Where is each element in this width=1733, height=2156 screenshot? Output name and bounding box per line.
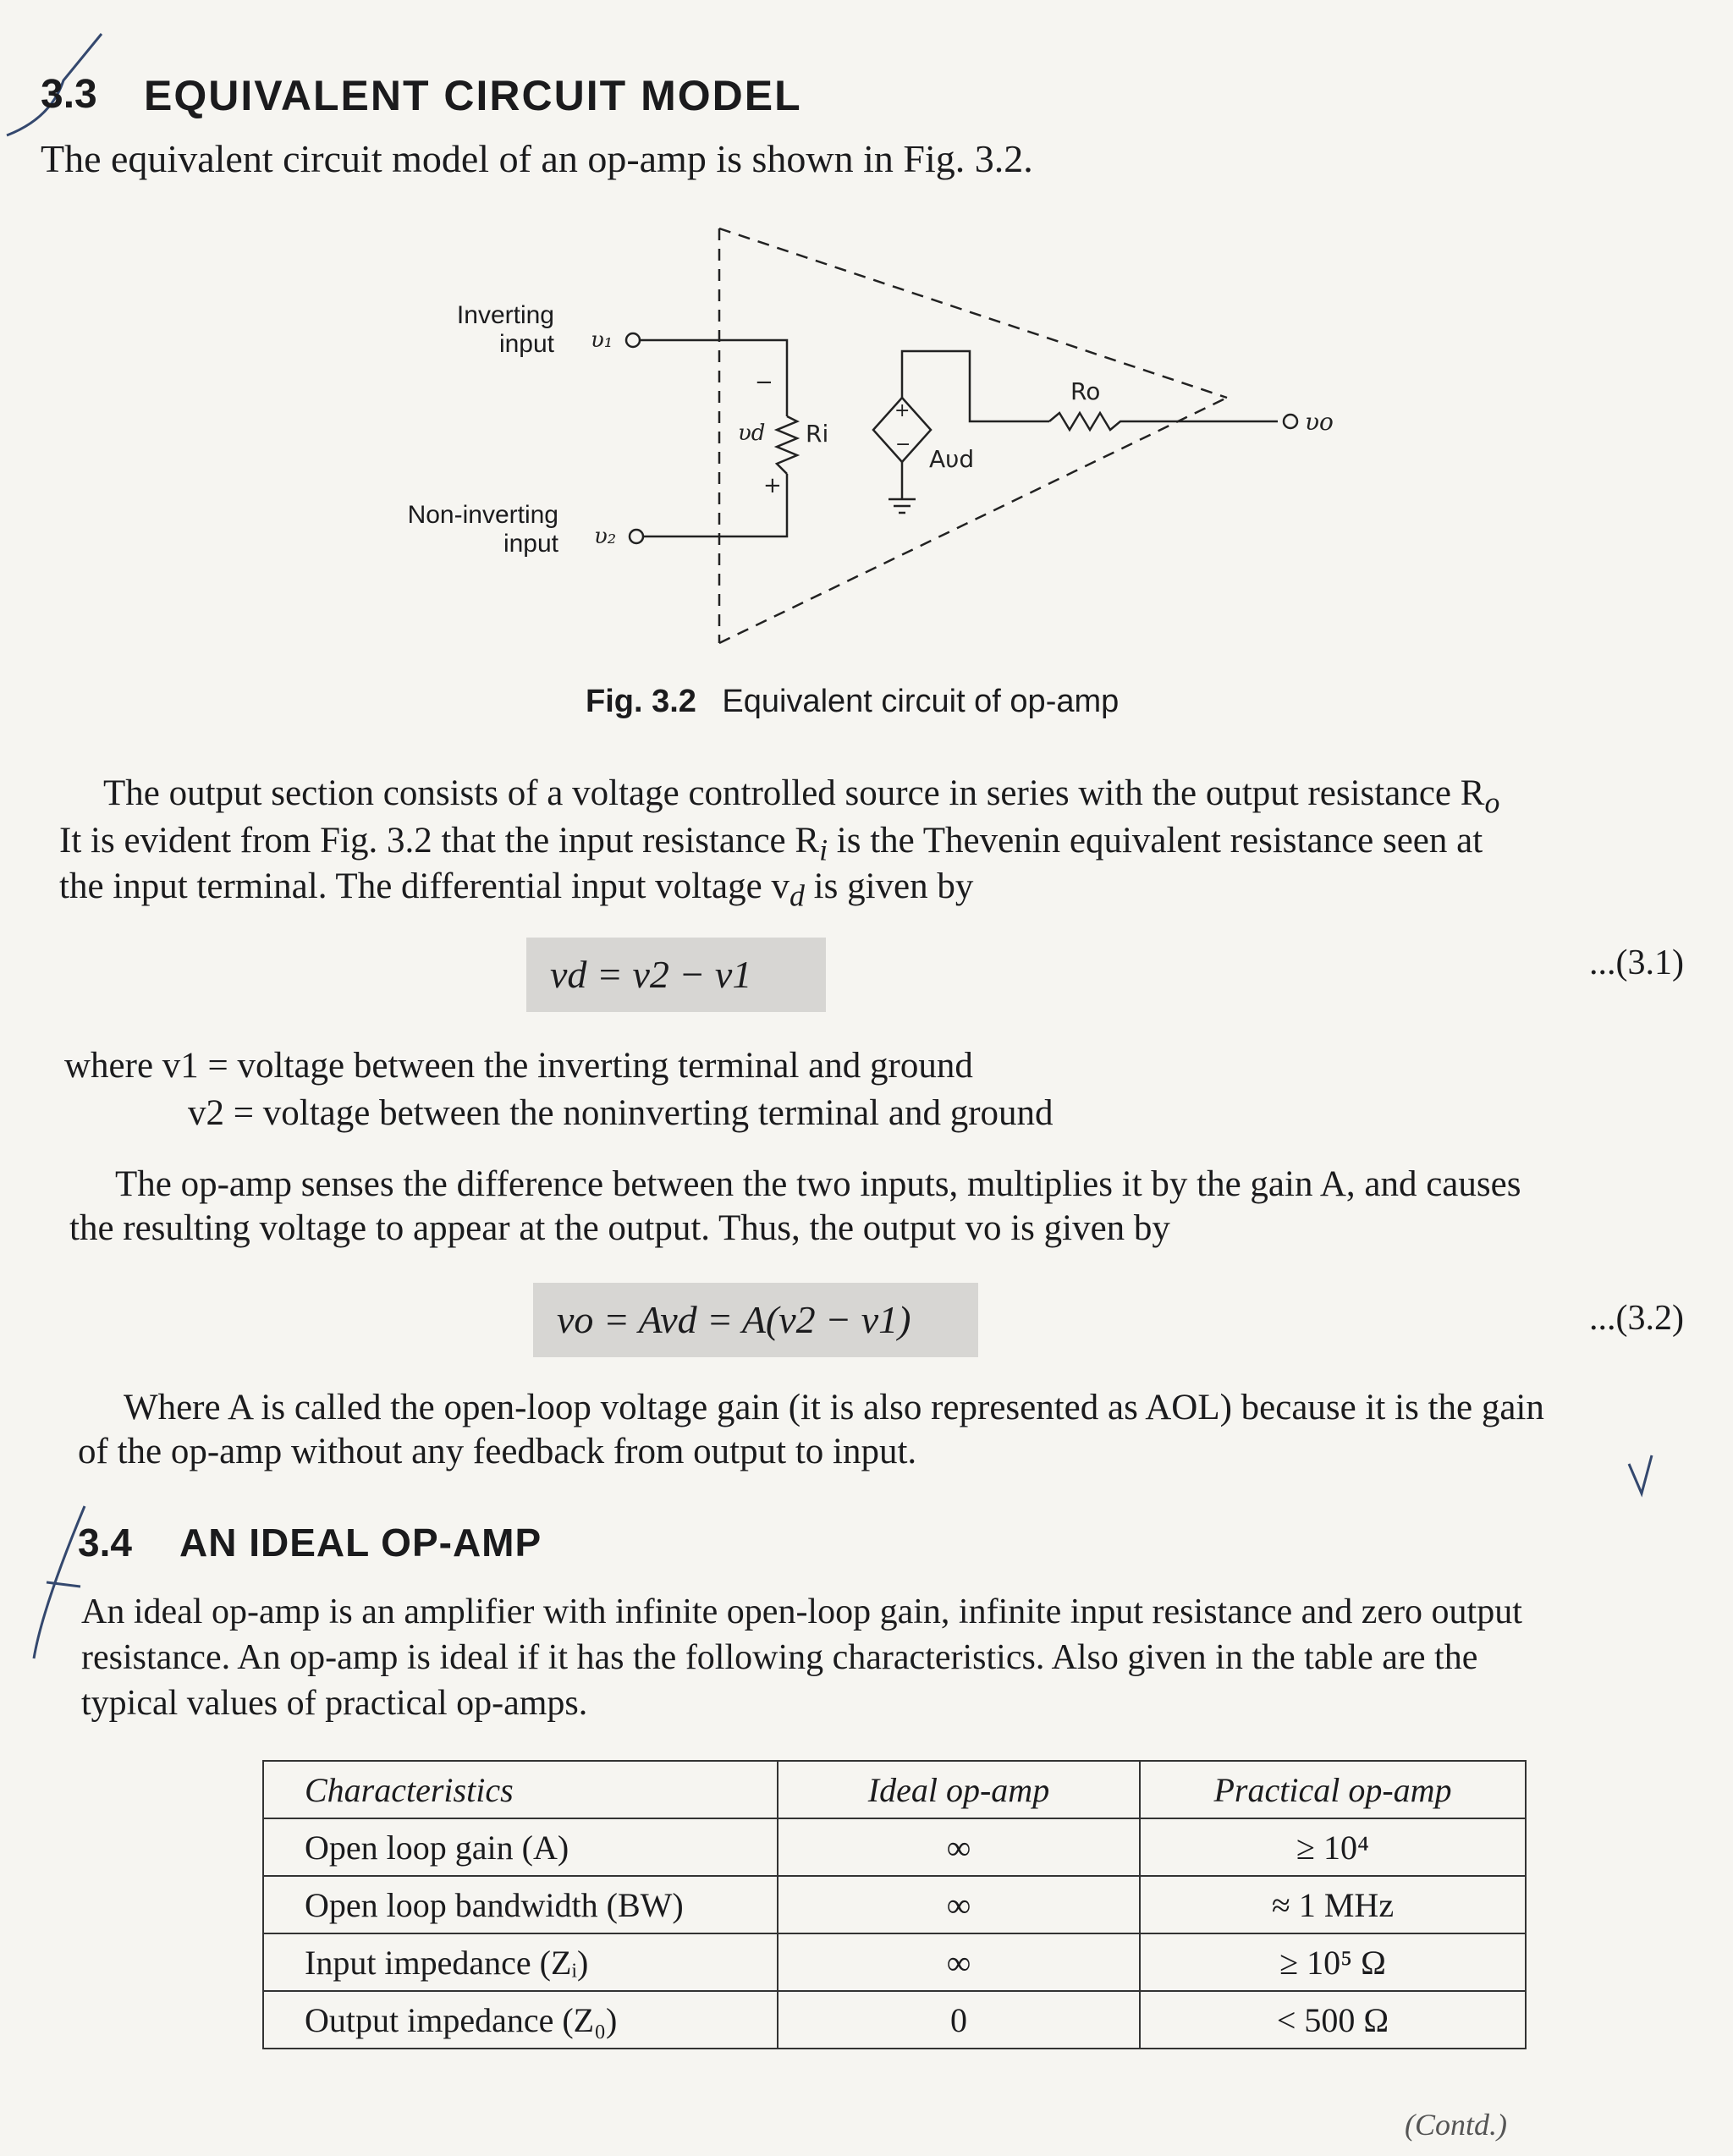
paragraph-line: the resulting voltage to appear at the output. Thus, the output vo is given by xyxy=(69,1208,1170,1248)
circuit-diagram xyxy=(575,220,1337,660)
paragraph-line: It is evident from Fig. 3.2 that the input resistance $R_i$ is the Thevenin equivalent resistance seen at xyxy=(59,821,1483,867)
pen-mark-section-34 xyxy=(34,1506,85,1658)
table-row xyxy=(263,1991,1526,2049)
table-cell: ∞ xyxy=(778,1876,1140,1933)
ri-label: Ri xyxy=(806,420,829,448)
paragraph-line: resistance. An op-amp is ideal if it has the following characteristics. Also given in the table are the xyxy=(81,1638,1478,1677)
figure-caption-text: Equivalent circuit of op-amp xyxy=(722,684,1120,719)
vd-minus-sign: − xyxy=(755,370,773,395)
inverting-input-label: Inverting input xyxy=(456,301,554,358)
figure-number: Fig. 3.2 xyxy=(586,684,696,719)
paragraph-line: The op-amp senses the difference between the two inputs, multiplies it by the gain A, and causes xyxy=(115,1164,1521,1204)
opamp-triangle-outline xyxy=(719,228,1227,643)
table-cell: Output impedance (Z₀) xyxy=(263,1991,778,2049)
table-header-row xyxy=(263,1761,1526,1818)
table-cell: ∞ xyxy=(778,1818,1140,1876)
table-cell: < 500 Ω xyxy=(1140,1991,1526,2049)
section-number: 3.4 xyxy=(78,1521,132,1565)
table-cell: Open loop bandwidth (BW) xyxy=(263,1876,778,1933)
section-title: AN IDEAL OP-AMP xyxy=(179,1521,542,1565)
source-minus-sign: − xyxy=(895,434,911,455)
vd-plus-sign: + xyxy=(763,473,782,498)
equation-3-1: vd = v2 − v1 xyxy=(526,938,826,1012)
pen-checkmark xyxy=(1629,1455,1652,1493)
table-header-cell: Characteristics xyxy=(263,1761,778,1818)
paragraph-line: An ideal op-amp is an amplifier with infinite open-loop gain, infinite input resistance and zero output xyxy=(81,1592,1522,1631)
equation-3-1-number: ...(3.1) xyxy=(1589,943,1684,982)
table-row xyxy=(263,1933,1526,1991)
vo-terminal xyxy=(1284,415,1297,428)
table-row xyxy=(263,1818,1526,1876)
ro-label: Ro xyxy=(1070,377,1101,405)
section-intro: The equivalent circuit model of an op-amp is shown in Fig. 3.2. xyxy=(41,137,1033,180)
source-plus-sign: + xyxy=(894,400,911,421)
equation-3-2-number: ...(3.2) xyxy=(1589,1299,1684,1338)
table-cell: ≈ 1 MHz xyxy=(1140,1876,1526,1933)
ground-symbol xyxy=(889,462,916,513)
table-row xyxy=(263,1876,1526,1933)
paragraph-line: the input terminal. The differential input voltage $v_d$ is given by xyxy=(59,866,974,913)
v1-label: υ₁ xyxy=(591,327,613,353)
ri-resistor xyxy=(777,416,797,474)
table-cell: Open loop gain (A) xyxy=(263,1818,778,1876)
v2-label: υ₂ xyxy=(594,524,617,549)
where-line-2: v2 = voltage between the noninverting terminal and ground xyxy=(188,1093,1054,1133)
table-cell: ≥ 10⁵ Ω xyxy=(1140,1933,1526,1991)
paragraph-line: The output section consists of a voltage controlled source in series with the output resistance $R_o$ xyxy=(103,773,1500,820)
characteristics-table xyxy=(262,1760,1527,2049)
source-top-wire xyxy=(902,351,1049,421)
avd-label: Aυd xyxy=(929,445,975,473)
v2-terminal xyxy=(630,530,643,543)
table-cell: ≥ 10⁴ xyxy=(1140,1818,1526,1876)
contd-note: (Contd.) xyxy=(1405,2108,1507,2142)
table-header-cell: Ideal op-amp xyxy=(778,1761,1140,1818)
vo-label: υo xyxy=(1305,408,1334,436)
noninverting-input-label: Non-inverting input xyxy=(407,501,558,558)
table-header-cell: Practical op-amp xyxy=(1140,1761,1526,1818)
table-cell: ∞ xyxy=(778,1933,1140,1991)
section-title: EQUIVALENT CIRCUIT MODEL xyxy=(144,72,802,119)
paragraph-line: typical values of practical op-amps. xyxy=(81,1684,588,1723)
where-line-1: where v1 = voltage between the inverting terminal and ground xyxy=(64,1046,973,1086)
paragraph-line: of the op-amp without any feedback from output to input. xyxy=(78,1432,917,1471)
table-cell: Input impedance (Zᵢ) xyxy=(263,1933,778,1991)
section-number: 3.3 xyxy=(41,72,97,117)
v1-terminal xyxy=(626,333,640,347)
vd-label: υd xyxy=(738,421,766,446)
table-cell: 0 xyxy=(778,1991,1140,2049)
equation-3-2: vo = Avd = A(v2 − v1) xyxy=(533,1283,978,1357)
figure-caption xyxy=(586,684,1119,720)
paragraph-line: Where A is called the open-loop voltage gain (it is also represented as AOL) because it is the gain xyxy=(124,1388,1544,1427)
